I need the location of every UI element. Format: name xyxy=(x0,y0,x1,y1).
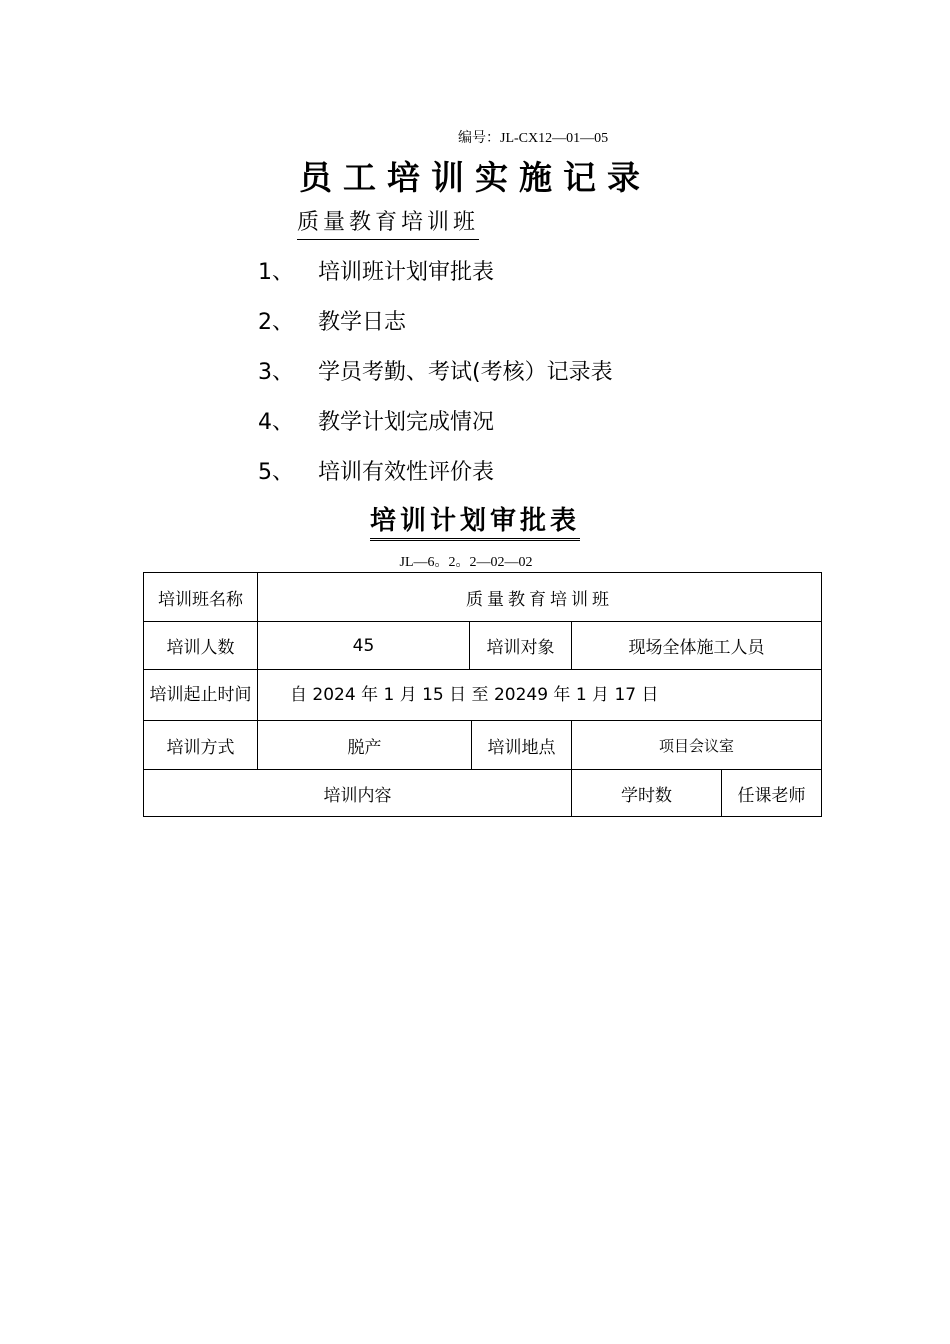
toc-item-label: 培训班计划审批表 xyxy=(318,260,495,285)
class-name-value: 质量教育培训班 xyxy=(258,573,822,622)
toc-item-label: 教学日志 xyxy=(318,310,407,335)
training-target-value: 现场全体施工人员 xyxy=(572,622,822,670)
trainee-count-value: 45 xyxy=(258,622,470,670)
training-method-value: 脱产 xyxy=(258,721,472,770)
table-row xyxy=(144,573,822,622)
form-title: 培训计划审批表 xyxy=(370,504,580,541)
form-code: JL—6。2。2—02—02 xyxy=(399,555,533,570)
training-plan-approval-table xyxy=(143,572,822,817)
form-title-wrap xyxy=(0,504,950,541)
training-location-value: 项目会议室 xyxy=(572,721,822,770)
trainee-count-label: 培训人数 xyxy=(144,622,258,670)
toc-item-label: 教学计划完成情况 xyxy=(318,410,495,435)
toc-item-label: 培训有效性评价表 xyxy=(318,460,495,485)
class-name-label: 培训班名称 xyxy=(144,573,258,622)
table-row xyxy=(144,770,822,817)
training-location-label: 培训地点 xyxy=(472,721,572,770)
training-period-label: 培训起止时间 xyxy=(144,670,258,721)
main-title: 员工培训实施记录 xyxy=(299,158,651,197)
training-period-value: 自 2024 年 1 月 15 日 至 20249 年 1 月 17 日 xyxy=(258,670,822,721)
instructor-header: 任课老师 xyxy=(722,770,822,817)
toc-item-number: 5、 xyxy=(258,460,294,485)
toc-item-number: 2、 xyxy=(258,310,294,335)
training-target-label: 培训对象 xyxy=(470,622,572,670)
class-hours-header: 学时数 xyxy=(572,770,722,817)
toc-item-label: 学员考勤、考试(考核）记录表 xyxy=(318,360,613,385)
table-row xyxy=(144,721,822,770)
class-name-heading: 质量教育培训班 xyxy=(297,208,479,240)
training-method-label: 培训方式 xyxy=(144,721,258,770)
training-content-header: 培训内容 xyxy=(144,770,572,817)
toc-item-number: 1、 xyxy=(258,260,294,285)
document-code: 编号：JL-CX12—01—05 xyxy=(458,131,609,146)
toc-item-number: 4、 xyxy=(258,410,294,435)
table-row xyxy=(144,622,822,670)
toc-item-number: 3、 xyxy=(258,360,294,385)
table-row xyxy=(144,670,822,721)
